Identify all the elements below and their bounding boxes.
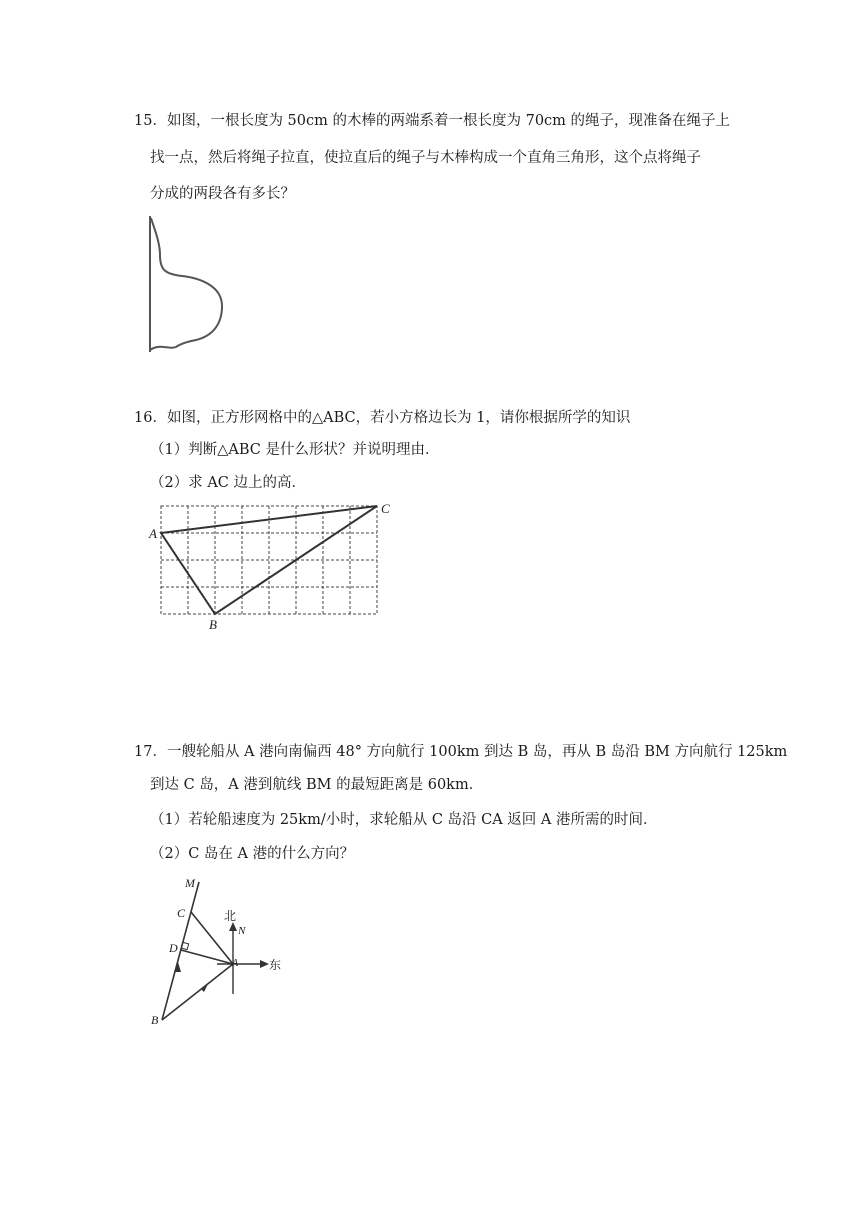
q17-navigation-figure (145, 872, 285, 1032)
q15-text-line-1: 15．如图，一根长度为 50cm 的木棒的两端系着一根长度为 70cm 的绳子，现准备在绳子上 (134, 113, 731, 129)
q15-stick-rope-figure (140, 210, 240, 360)
label-north: 北 (224, 909, 237, 923)
label-a: A (232, 958, 239, 969)
label-b: B (151, 1013, 159, 1027)
north-arrow-icon (229, 922, 237, 931)
route-arrow-up-icon (174, 962, 181, 972)
q17-text-line-1: 17．一艘轮船从 A 港向南偏西 48° 方向航行 100km 到达 B 岛，再从 B 岛沿 BM 方向航行 125km (134, 744, 788, 760)
east-arrow-icon (260, 960, 269, 968)
route-arrow-down-icon (201, 982, 209, 992)
q17-text-line-2: 到达 C 岛，A 港到航线 BM 的最短距离是 60km． (150, 777, 484, 793)
q16-grid-triangle-figure (145, 498, 405, 633)
label-n: N (238, 925, 246, 937)
q15-text-line-2: 找一点，然后将绳子拉直，使拉直后的绳子与木棒构成一个直角三角形，这个点将绳子 (150, 150, 701, 166)
rope-curve (150, 218, 222, 350)
q15-text-line-3: 分成的两段各有多长？ (150, 186, 295, 202)
label-c: C (381, 501, 390, 516)
q16-part-2: （2）求 AC 边上的高． (150, 475, 307, 491)
label-a: A (149, 526, 157, 541)
q16-part-1: （1）判断△ABC 是什么形状？并说明理由． (150, 442, 440, 458)
route-bm (162, 882, 199, 1020)
q17-part-1: （1）若轮船速度为 25km/小时，求轮船从 C 岛沿 CA 返回 A 港所需的时间． (150, 812, 658, 828)
segment-da (181, 950, 233, 964)
q17-part-2: （2）C 岛在 A 港的什么方向？ (150, 846, 355, 862)
label-m: M (185, 876, 195, 890)
square-grid (161, 506, 377, 614)
label-east: 东 (269, 958, 282, 972)
label-c: C (177, 906, 186, 920)
label-d: D (169, 941, 178, 955)
label-b: B (209, 617, 217, 632)
segment-ab (162, 964, 233, 1020)
q16-text-line-1: 16．如图，正方形网格中的△ABC，若小方格边长为 1，请你根据所学的知识 (134, 410, 631, 426)
